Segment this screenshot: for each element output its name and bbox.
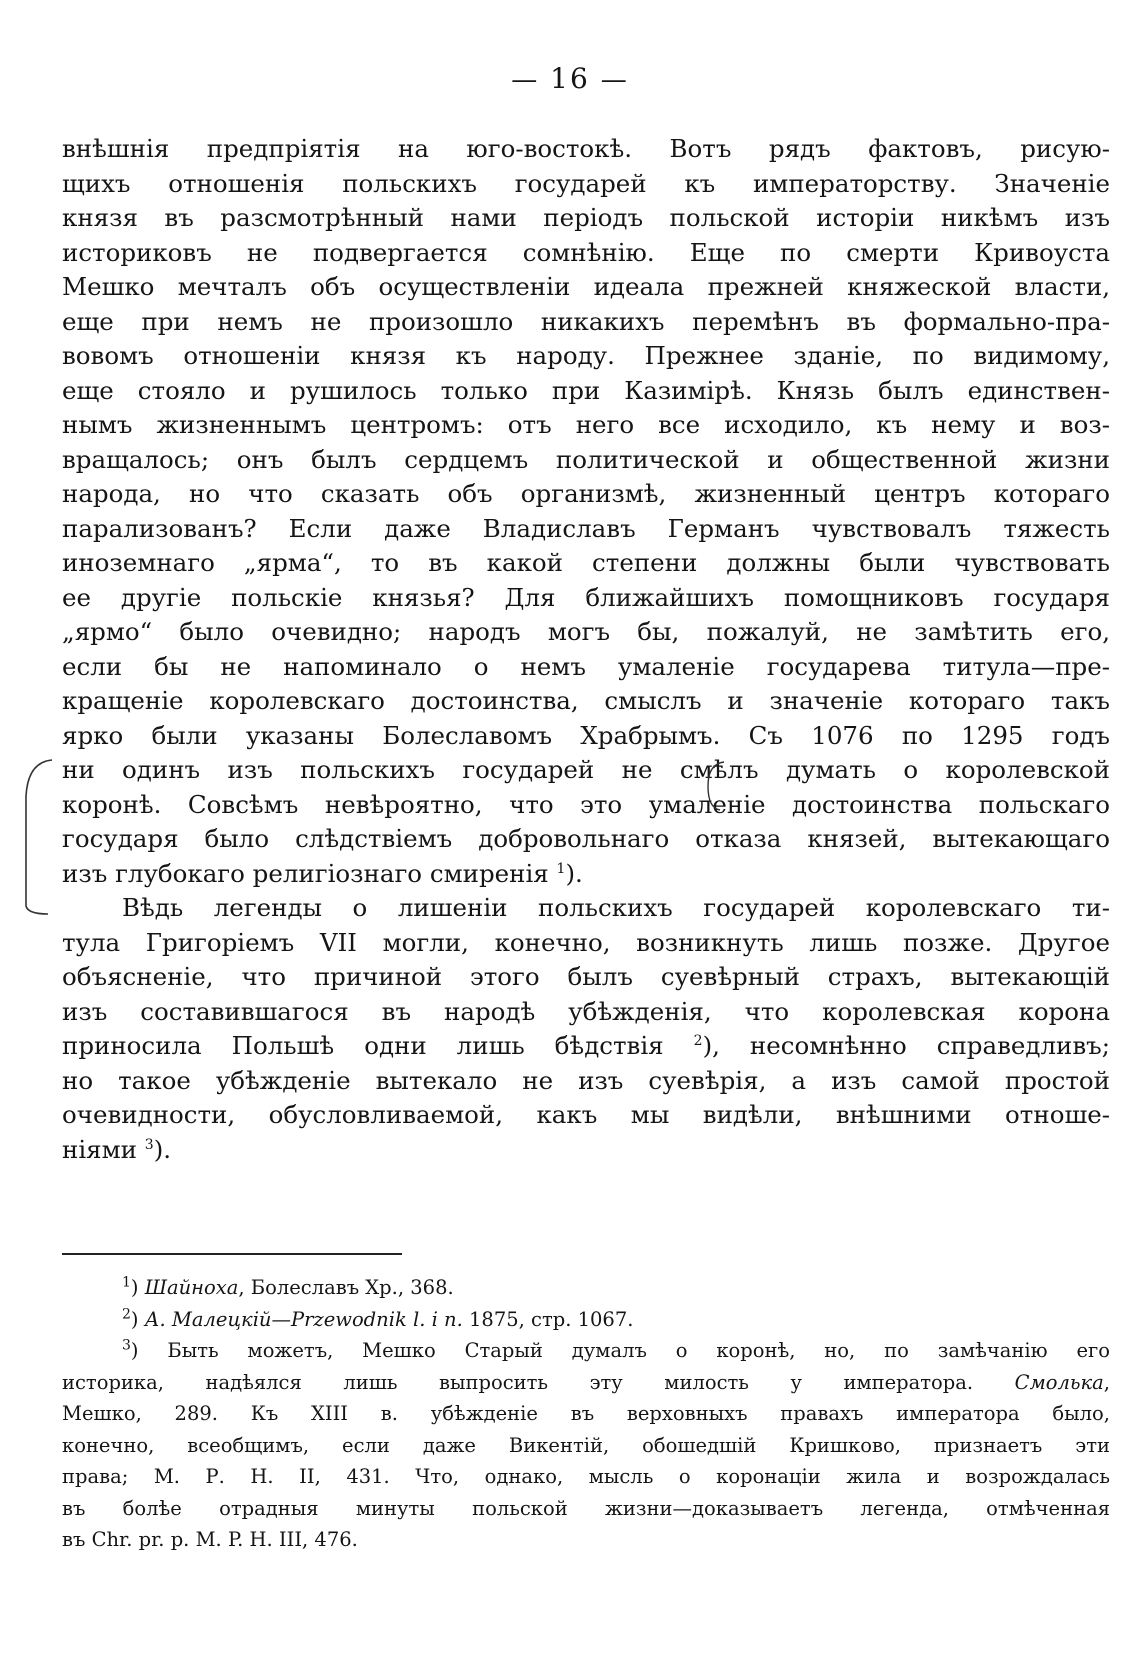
- page-number-dash-right: —: [600, 65, 629, 95]
- text-segment: ), несомнѣнно справедливъ;: [702, 1031, 1110, 1060]
- footnote-paren: ): [130, 1339, 168, 1362]
- footnote-3-line: Мешко, 289. Къ XIII в. убѣжденіе въ верховныхъ правахъ императора было,: [62, 1402, 1110, 1425]
- main-text: [62, 132, 1110, 1167]
- text-line: коронѣ. Совсѣмъ невѣроятно, что это умаленіе достоинства польскаго: [62, 789, 1110, 819]
- footnotes: [62, 1272, 1110, 1556]
- footnote-mark: 3: [122, 1337, 131, 1354]
- footnote-3-line: конечно, всеобщимъ, если даже Викентій, обошедшій Кришково, признаетъ эти: [62, 1433, 1110, 1457]
- footnote-mark: 1: [122, 1274, 131, 1291]
- text-line: ни одинъ изъ польскихъ государей не смѣлъ думать о королевской: [62, 755, 1110, 784]
- text-line: объясненіе, что причиной этого былъ суевѣрный страхъ, вытекающій: [62, 962, 1110, 991]
- footnote-separator: [62, 1253, 402, 1255]
- page-number: [0, 62, 1140, 95]
- text-line: [62, 1133, 1110, 1168]
- text-segment: ).: [565, 858, 583, 888]
- footnote-paren: ): [130, 1276, 145, 1299]
- footnote-text: Быть можетъ, Мешко Старый думалъ о коронѣ, но, по замѣчанію его: [167, 1339, 1110, 1362]
- footnote-3-line: въ Chr. pr. p. M. P. H. III, 476.: [62, 1528, 358, 1551]
- text-line: историковъ не подвергается сомнѣнію. Еще по смерти Кривоуста: [62, 237, 1110, 267]
- footnote-author: Смолька: [1014, 1370, 1104, 1394]
- text-line: еще стояло и рушилось только при Казимірѣ. Князь былъ единствен-: [62, 375, 1110, 405]
- footnote-author: Шайноха: [144, 1276, 239, 1299]
- text-line: изъ составившагося въ народѣ убѣжденія, что королевская корона: [62, 996, 1110, 1026]
- text-line: щихъ отношенія польскихъ государей къ императорству. Значеніе: [62, 168, 1110, 198]
- pencil-bracket-mark: [18, 756, 58, 916]
- page-number-dash-left: —: [511, 65, 540, 95]
- text-line: вовомъ отношеніи князя къ народу. Прежнее зданіе, по видимому,: [62, 341, 1110, 370]
- text-line: нымъ жизненнымъ центромъ: отъ него все исходило, къ нему и воз-: [62, 410, 1110, 439]
- footnote-author: А. Малецкій—Przewodnik l. i n.: [144, 1307, 463, 1331]
- text-segment: ).: [153, 1134, 172, 1164]
- text-line: ее другіе польскіе князья? Для ближайшихъ помощниковъ государя: [62, 582, 1110, 612]
- footnote-3: [62, 1335, 1110, 1367]
- text-line: [62, 857, 1110, 892]
- text-line: кращеніе королевскаго достоинства, смыслъ и значеніе котораго такъ: [62, 686, 1110, 715]
- text-segment: изъ глубокаго религіознаго смиренія: [62, 858, 557, 888]
- footnote-text: историка, надѣялся лишь выпросить эту милость у императора.: [62, 1370, 1015, 1394]
- text-line: государя было слѣдствіемъ добровольнаго отказа князей, вытекающаго: [62, 824, 1110, 853]
- text-segment: ніями: [62, 1134, 145, 1164]
- text-segment: приносила Польшѣ одни лишь бѣдствія: [62, 1031, 694, 1060]
- text-line: но такое убѣжденіе вытекало не изъ суевѣрія, а изъ самой простой: [62, 1065, 1110, 1095]
- text-line: очевидности, обусловливаемой, какъ мы видѣли, внѣшними отноше-: [62, 1100, 1110, 1129]
- text-line: князя въ разсмотрѣнный нами періодъ польской исторіи никѣмъ изъ: [62, 203, 1110, 232]
- text-line: если бы не напоминало о немъ умаленіе государева титула—пре-: [62, 651, 1110, 681]
- footnote-ref: 2: [693, 1032, 703, 1049]
- footnote-2: [62, 1304, 1110, 1336]
- text-line: [62, 1029, 1110, 1064]
- text-line: ярко были указаны Болеславомъ Храбрымъ. Съ 1076 по 1295 годъ: [62, 720, 1110, 750]
- text-line: тула Григоріемъ VII могли, конечно, возникнуть лишь позже. Другое: [62, 927, 1110, 957]
- text-line: „ярмо“ было очевидно; народъ могъ бы, пожалуй, не замѣтить его,: [62, 617, 1110, 646]
- text-line: внѣшнія предпріятія на юго-востокѣ. Вотъ рядъ фактовъ, рисую-: [62, 134, 1110, 163]
- text-line: Вѣдь легенды о лишеніи польскихъ государей королевскаго ти-: [122, 893, 1110, 922]
- page-number-value: 16: [550, 62, 590, 95]
- footnote-3-line: [62, 1367, 1110, 1399]
- text-line: иноземнаго „ярма“, то въ какой степени должны были чувствовать: [62, 548, 1110, 577]
- text-line: народа, но что сказать объ организмѣ, жизненный центръ котораго: [62, 479, 1110, 508]
- text-line: парализованъ? Если даже Владиславъ Германъ чувствовалъ тяжесть: [62, 513, 1110, 543]
- text-line: Мешко мечталъ объ осуществленіи идеала прежней княжеской власти,: [62, 272, 1110, 301]
- footnote-3-line: въ болѣе отрадныя минуты польской жизни—доказываетъ легенда, отмѣченная: [62, 1496, 1110, 1520]
- footnote-ref: 1: [556, 860, 566, 877]
- footnote-ref: 3: [144, 1136, 154, 1153]
- footnote-mark: 2: [122, 1306, 131, 1322]
- footnote-text: , Болеславъ Хр., 368.: [238, 1276, 454, 1299]
- footnote-3-line: права; М. Р. Н. II, 431. Что, однако, мысль о коронаціи жила и возрождалась: [62, 1465, 1110, 1488]
- text-line: вращалось; онъ былъ сердцемъ политической и общественной жизни: [62, 444, 1110, 474]
- footnote-paren: ): [130, 1307, 145, 1331]
- text-line: еще при немъ не произошло никакихъ перемѣнъ въ формально-пра-: [62, 306, 1110, 336]
- footnote-text: ,: [1103, 1370, 1110, 1394]
- footnote-1: [62, 1272, 1110, 1304]
- footnote-text: 1875, стр. 1067.: [462, 1307, 634, 1331]
